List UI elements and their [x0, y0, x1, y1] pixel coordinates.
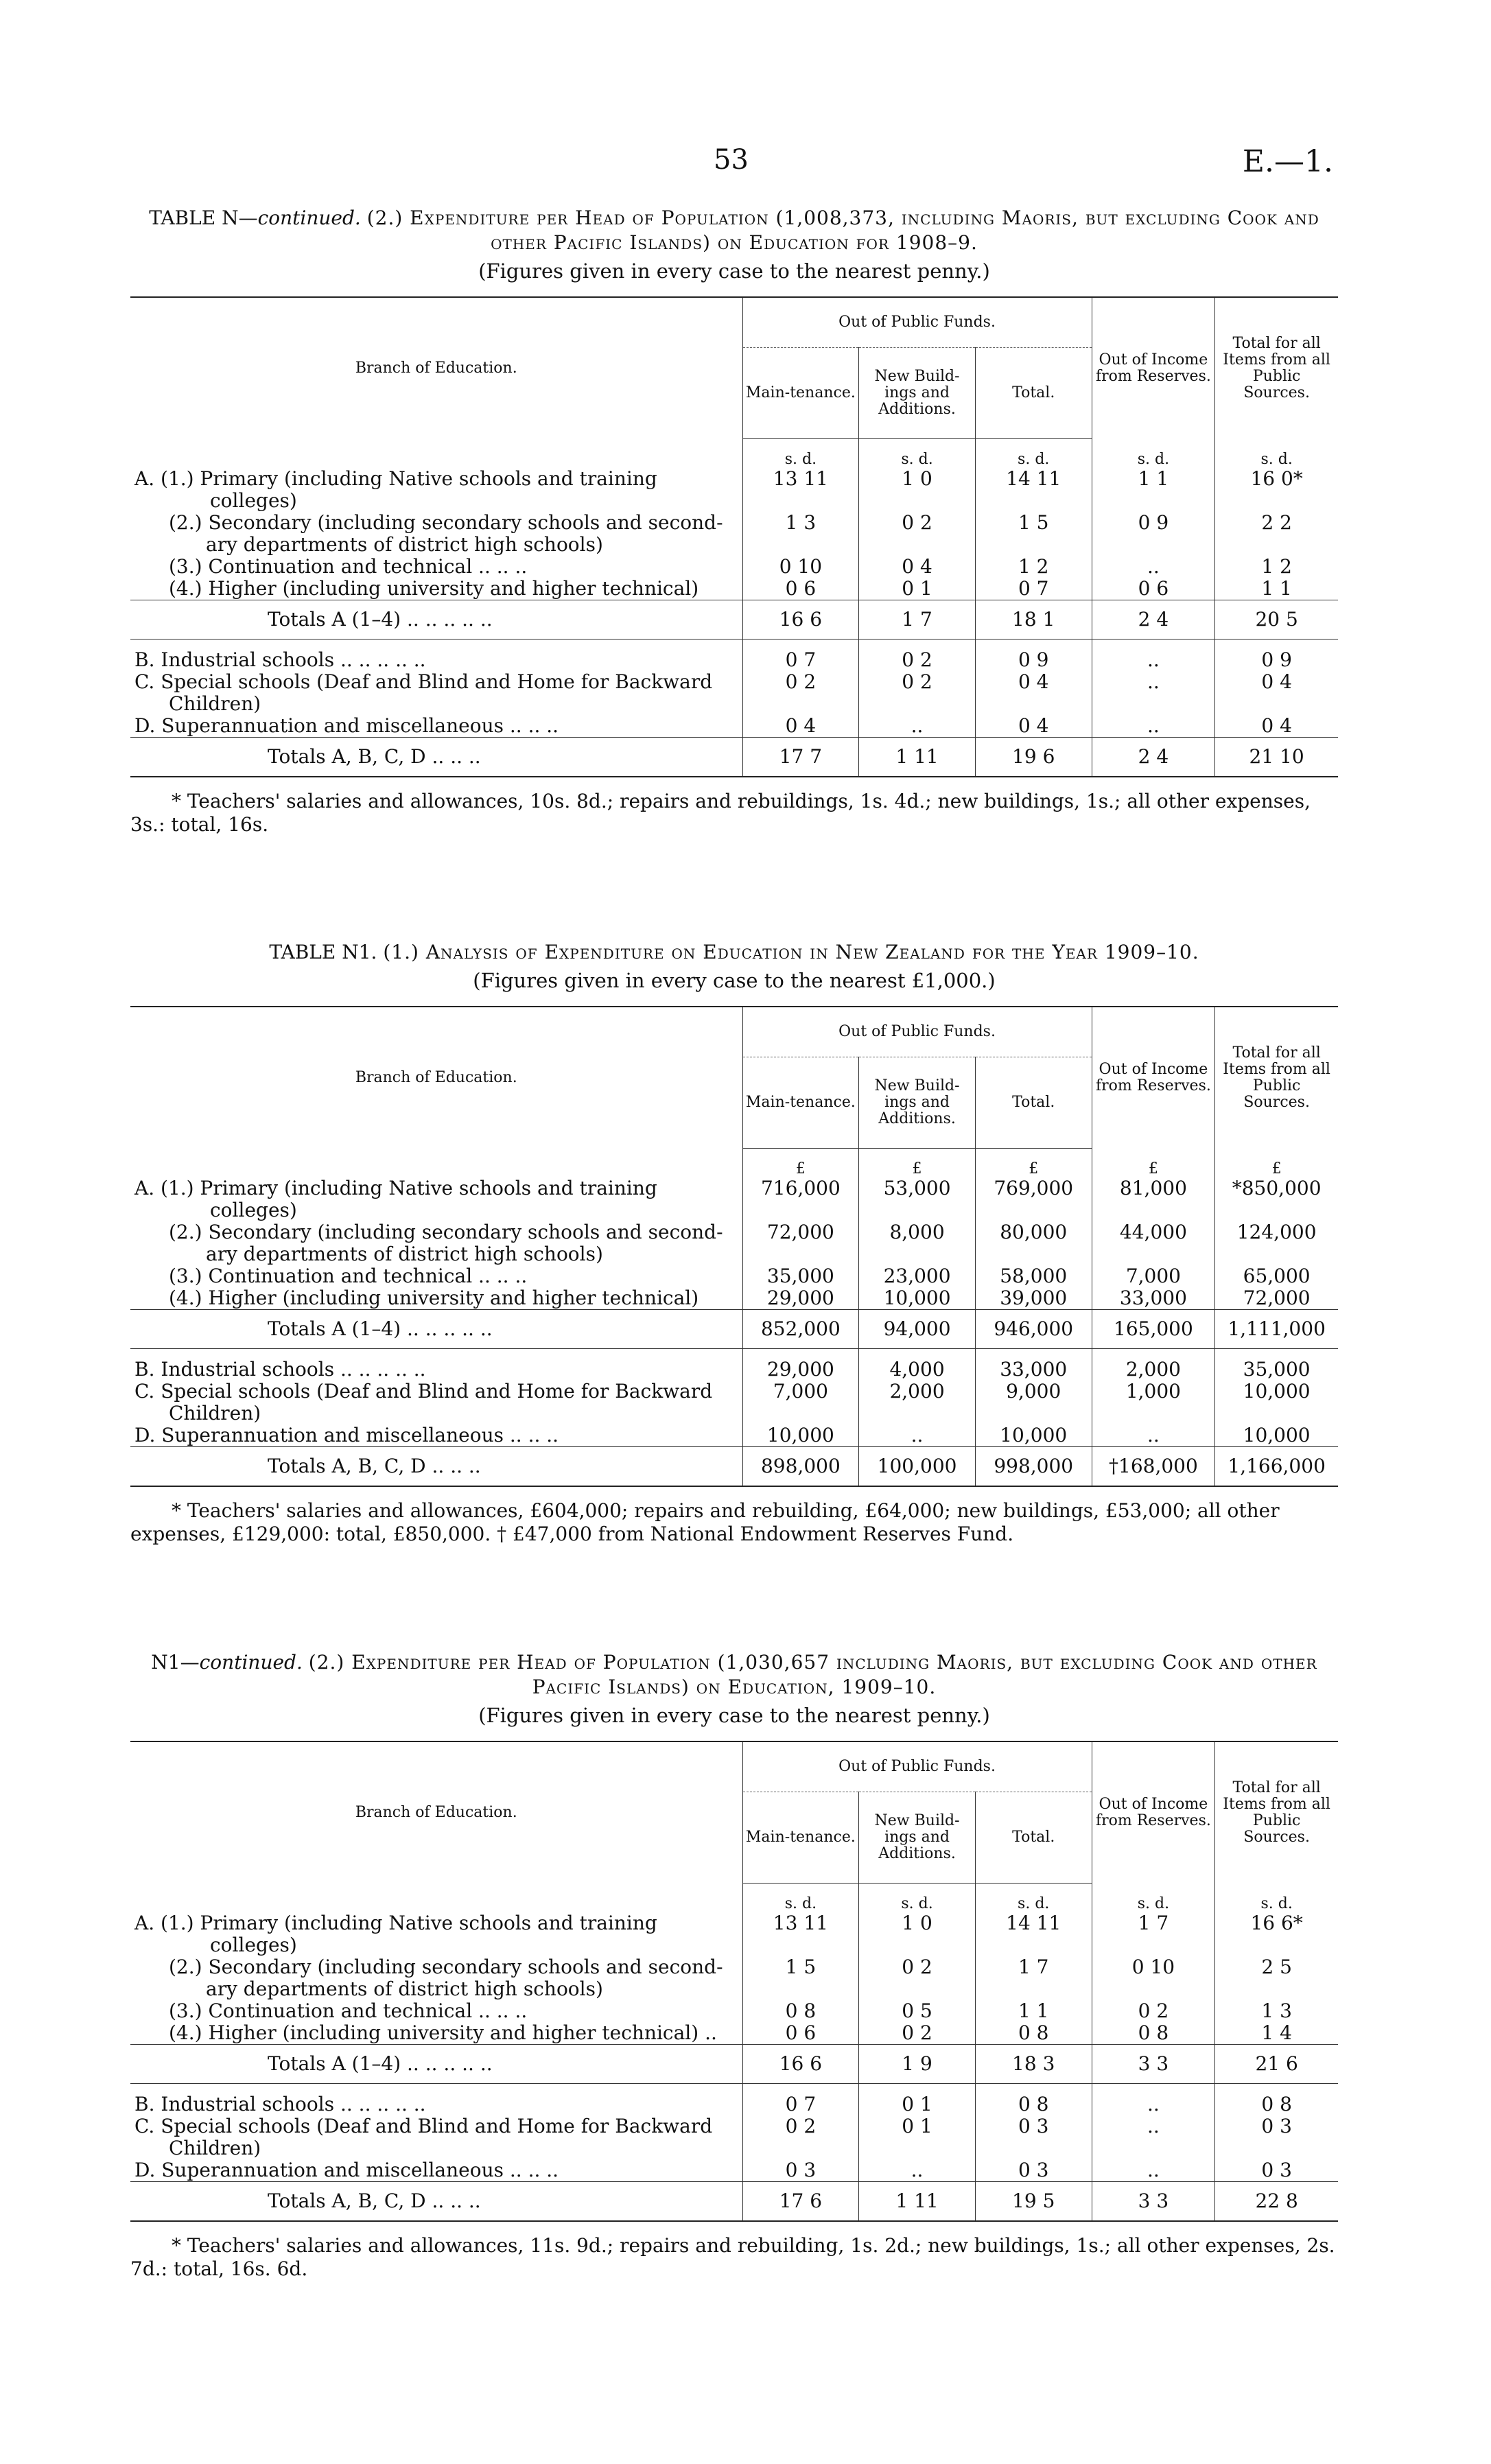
- cell-all-sources: 0 3: [1261, 2115, 1292, 2137]
- cell-new-buildings: 1 0: [859, 1912, 976, 1956]
- unit: s. d.: [975, 439, 1092, 469]
- cell-new-buildings: 0 2: [859, 671, 976, 715]
- cell-total: 0 8: [975, 2093, 1092, 2115]
- col-maintenance: Main-tenance.: [742, 1792, 859, 1884]
- cell-total: 0 7: [975, 578, 1092, 600]
- cell-maintenance: 35,000: [742, 1265, 859, 1287]
- cell-maintenance: 29,000: [742, 1287, 859, 1310]
- unit: s. d.: [1092, 439, 1215, 469]
- caption-title: (2.) Expenditure per Head of Population (1,030,657 including Maoris, but excluding Cook and other Pacific Islands) on Education, 1909–10.: [308, 1651, 1317, 1698]
- row-label: C. Special schools (Deaf and Blind and Home for Backward: [134, 670, 713, 693]
- table-subtitle: (Figures given in every case to the nearest penny.): [478, 1704, 990, 1727]
- row-label-cont: colleges): [210, 1934, 297, 1956]
- row-label-cont: Children): [169, 692, 261, 715]
- cell-maintenance: 0 8: [742, 2000, 859, 2022]
- cell-reserves: 3 3: [1092, 2045, 1215, 2084]
- cell-maintenance: 16 6: [742, 2045, 859, 2084]
- cell-maintenance: 13 11: [742, 468, 859, 512]
- cell-reserves: 0 8: [1092, 2022, 1215, 2045]
- cell-total: 0 4: [975, 671, 1092, 715]
- cell-new-buildings: 0 5: [859, 2000, 976, 2022]
- unit: £: [975, 1149, 1092, 1178]
- row-label: (3.) Continuation and technical .. .. ..: [169, 555, 528, 578]
- cell-reserves: 33,000: [1092, 1287, 1215, 1310]
- cell-new-buildings: 0 2: [859, 649, 976, 671]
- cell-total: 9,000: [975, 1381, 1092, 1424]
- caption-continued: continued.: [199, 1651, 303, 1674]
- cell-total: 18 3: [975, 2045, 1092, 2084]
- cell-new-buildings: 100,000: [859, 1447, 976, 1487]
- unit: £: [742, 1149, 859, 1178]
- row-label: D. Superannuation and miscellaneous .. .. ..: [134, 1424, 559, 1446]
- row-label-cont: ary departments of district high schools): [206, 1243, 603, 1265]
- row-label: (3.) Continuation and technical .. .. ..: [169, 1265, 528, 1287]
- row-label: (2.) Secondary (including secondary schools and second-: [169, 511, 723, 534]
- cell-new-buildings: 53,000: [859, 1177, 976, 1221]
- unit: £: [1271, 1160, 1282, 1177]
- cell-total: 1 1: [975, 2000, 1092, 2022]
- expenditure-table: [130, 1006, 1338, 1487]
- cell-maintenance: 0 4: [742, 715, 859, 738]
- cell-reserves: 0 6: [1092, 578, 1215, 600]
- table-row: [130, 2115, 1338, 2159]
- cell-maintenance: 29,000: [742, 1359, 859, 1381]
- cell-total: 18 1: [975, 600, 1092, 640]
- cell-all-sources: 22 8: [1215, 2182, 1338, 2222]
- row-label: D. Superannuation and miscellaneous .. .. ..: [134, 714, 559, 737]
- cell-maintenance: 0 7: [742, 649, 859, 671]
- col-reserves: Out of Income from Reserves.: [1092, 297, 1215, 439]
- col-branch: Branch of Education.: [130, 1007, 742, 1149]
- caption-title: (2.) Expenditure per Head of Population (1,008,373, including Maoris, but excluding Cook and other Pacific Islands) on Education for 1908–9.: [366, 207, 1319, 254]
- cell-total: 1 5: [975, 512, 1092, 556]
- cell-all-sources: 1,166,000: [1215, 1447, 1338, 1487]
- cell-total: 0 3: [975, 2159, 1092, 2182]
- totals-label: Totals A (1–4) .. .. .. .. ..: [130, 1310, 742, 1349]
- row-label: (4.) Higher (including university and higher technical): [169, 577, 699, 600]
- table-row: [130, 1287, 1338, 1310]
- units-row: [130, 1884, 1338, 1913]
- cell-total: 14 11: [975, 468, 1092, 512]
- row-label: A. (1.) Primary (including Native schools and training: [134, 467, 657, 490]
- cell-new-buildings: 8,000: [859, 1221, 976, 1265]
- col-total: Total.: [975, 348, 1092, 439]
- row-label: C. Special schools (Deaf and Blind and Home for Backward: [134, 2115, 713, 2137]
- col-all-sources: Total for all Items from all Public Sources.: [1223, 1044, 1330, 1111]
- cell-maintenance: 852,000: [742, 1310, 859, 1349]
- row-label: B. Industrial schools .. .. .. .. ..: [134, 2093, 426, 2115]
- cell-total: 19 6: [975, 738, 1092, 777]
- unit: s. d.: [975, 1884, 1092, 1913]
- cell-total: 1 7: [975, 1956, 1092, 2000]
- units-row: [130, 439, 1338, 469]
- unit: £: [1092, 1149, 1215, 1178]
- cell-new-buildings: ..: [859, 2159, 976, 2182]
- row-label: (4.) Higher (including university and higher technical) ..: [169, 2021, 717, 2044]
- row-label: (3.) Continuation and technical .. .. ..: [169, 1999, 528, 2022]
- cell-new-buildings: 1 0: [859, 468, 976, 512]
- cell-all-sources: 10,000: [1243, 1380, 1311, 1403]
- cell-reserves: 2 4: [1092, 600, 1215, 640]
- caption-continued: continued.: [257, 207, 361, 229]
- cell-reserves: 3 3: [1092, 2182, 1215, 2222]
- table-row: [130, 578, 1338, 600]
- caption-lead: TABLE N—: [149, 207, 258, 229]
- table-caption: [130, 1650, 1338, 1700]
- cell-reserves: 2,000: [1092, 1359, 1215, 1381]
- footnote: [130, 2234, 1338, 2281]
- caption-lead: TABLE N1.: [269, 941, 377, 963]
- cell-reserves: 44,000: [1092, 1221, 1215, 1265]
- cell-all-sources: *850,000: [1232, 1177, 1322, 1199]
- totals-label: Totals A (1–4) .. .. .. .. ..: [130, 2045, 742, 2084]
- cell-all-sources: 0 4: [1261, 670, 1292, 693]
- unit: s. d.: [859, 1884, 976, 1913]
- footnote: [130, 1499, 1338, 1546]
- table-row: [130, 1912, 1338, 1956]
- cell-new-buildings: 0 2: [859, 1956, 976, 2000]
- cell-reserves: ..: [1092, 2093, 1215, 2115]
- cell-maintenance: 0 3: [742, 2159, 859, 2182]
- cell-new-buildings: 4,000: [859, 1359, 976, 1381]
- cell-maintenance: 13 11: [742, 1912, 859, 1956]
- row-label-cont: Children): [169, 1402, 261, 1424]
- table-row: [130, 2022, 1338, 2045]
- cell-new-buildings: 0 1: [859, 2093, 976, 2115]
- cell-all-sources: 1,111,000: [1215, 1310, 1338, 1349]
- footnote-text: * Teachers' salaries and allowances, 11s. 9d.; repairs and rebuilding, 1s. 2d.; new buildings, 1s.; all other expenses, 2s. 7d.: total, 16s. 6d.: [130, 2234, 1335, 2280]
- col-total: Total.: [975, 1792, 1092, 1884]
- caption-lead: N1—: [151, 1651, 200, 1674]
- cell-total: 998,000: [975, 1447, 1092, 1487]
- table-n-continued-section: [130, 206, 1338, 836]
- row-label: C. Special schools (Deaf and Blind and Home for Backward: [134, 1380, 713, 1403]
- footnote: [130, 790, 1338, 836]
- grand-totals-row: [130, 738, 1338, 777]
- cell-reserves: ..: [1092, 2159, 1215, 2182]
- cell-total: 0 4: [975, 715, 1092, 738]
- cell-new-buildings: 0 1: [859, 2115, 976, 2159]
- cell-all-sources: 16 0*: [1250, 467, 1303, 490]
- cell-total: 1 2: [975, 556, 1092, 578]
- cell-all-sources: 10,000: [1243, 1424, 1311, 1446]
- table-row: [130, 556, 1338, 578]
- cell-maintenance: 10,000: [742, 1424, 859, 1447]
- cell-all-sources: 0 8: [1261, 2093, 1292, 2115]
- cell-maintenance: 0 2: [742, 2115, 859, 2159]
- cell-all-sources: 1 1: [1261, 577, 1292, 600]
- unit: s. d.: [859, 439, 976, 469]
- cell-total: 769,000: [975, 1177, 1092, 1221]
- table-caption: [130, 940, 1338, 965]
- table-row: [130, 1221, 1338, 1265]
- cell-maintenance: 7,000: [742, 1381, 859, 1424]
- cell-all-sources: 21 10: [1215, 738, 1338, 777]
- cell-maintenance: 0 7: [742, 2093, 859, 2115]
- cell-reserves: ..: [1092, 1424, 1215, 1447]
- cell-maintenance: 1 5: [742, 1956, 859, 2000]
- row-label: (2.) Secondary (including secondary schools and second-: [169, 1221, 723, 1243]
- table-row: [130, 1177, 1338, 1221]
- col-new-buildings: New Build-ings and Additions.: [859, 1057, 976, 1149]
- cell-new-buildings: 2,000: [859, 1381, 976, 1424]
- cell-all-sources: 1 2: [1261, 555, 1292, 578]
- table-row: [130, 715, 1338, 738]
- table-row: [130, 1265, 1338, 1287]
- cell-new-buildings: 94,000: [859, 1310, 976, 1349]
- grand-totals-row: [130, 2182, 1338, 2222]
- cell-total: 0 8: [975, 2022, 1092, 2045]
- cell-maintenance: 17 6: [742, 2182, 859, 2222]
- cell-new-buildings: 23,000: [859, 1265, 976, 1287]
- cell-reserves: 2 4: [1092, 738, 1215, 777]
- cell-new-buildings: ..: [859, 715, 976, 738]
- cell-reserves: 81,000: [1092, 1177, 1215, 1221]
- cell-all-sources: 124,000: [1236, 1221, 1317, 1243]
- row-label-cont: ary departments of district high schools): [206, 1978, 603, 2000]
- cell-total: 10,000: [975, 1424, 1092, 1447]
- col-branch: Branch of Education.: [130, 297, 742, 439]
- table-row: [130, 1424, 1338, 1447]
- cell-reserves: †168,000: [1092, 1447, 1215, 1487]
- cell-new-buildings: 1 11: [859, 2182, 976, 2222]
- table-row: [130, 2159, 1338, 2182]
- col-total: Total.: [975, 1057, 1092, 1149]
- cell-all-sources: 1 4: [1261, 2021, 1292, 2044]
- cell-all-sources: 1 3: [1261, 1999, 1292, 2022]
- row-label: B. Industrial schools .. .. .. .. ..: [134, 648, 426, 671]
- unit: s. d.: [742, 439, 859, 469]
- cell-new-buildings: 1 11: [859, 738, 976, 777]
- page-number: 53: [714, 144, 749, 176]
- table-n1-continued-section: [130, 1650, 1338, 2281]
- cell-reserves: 1,000: [1092, 1381, 1215, 1424]
- footnote-text: * Teachers' salaries and allowances, 10s. 8d.; repairs and rebuildings, 1s. 4d.; new buildings, 1s.; all other expenses, 3s.: total, 16s.: [130, 790, 1311, 836]
- col-branch: Branch of Education.: [130, 1741, 742, 1884]
- cell-all-sources: 16 6*: [1250, 1912, 1303, 1934]
- cell-new-buildings: 0 4: [859, 556, 976, 578]
- totals-row: [130, 1310, 1338, 1349]
- cell-new-buildings: 0 1: [859, 578, 976, 600]
- row-label: (2.) Secondary (including secondary schools and second-: [169, 1956, 723, 1978]
- cell-maintenance: 0 2: [742, 671, 859, 715]
- row-label-cont: colleges): [210, 1199, 297, 1221]
- col-reserves: Out of Income from Reserves.: [1092, 1741, 1215, 1884]
- row-label: A. (1.) Primary (including Native schools and training: [134, 1912, 657, 1934]
- cell-reserves: ..: [1092, 649, 1215, 671]
- col-new-buildings: New Build-ings and Additions.: [859, 1792, 976, 1884]
- footnote-text: * Teachers' salaries and allowances, £604,000; repairs and rebuilding, £64,000; new buildings, £53,000; all other expenses, £129,000: total, £850,000. † £47,000 from National Endowment Reserves Fund.: [130, 1499, 1280, 1545]
- totals-label: Totals A, B, C, D .. .. ..: [130, 1447, 742, 1487]
- cell-reserves: 7,000: [1092, 1265, 1215, 1287]
- col-group-public-funds: Out of Public Funds.: [742, 1741, 1092, 1792]
- cell-all-sources: 2 2: [1261, 511, 1292, 534]
- cell-maintenance: 0 6: [742, 578, 859, 600]
- cell-total: 58,000: [975, 1265, 1092, 1287]
- cell-new-buildings: 0 2: [859, 2022, 976, 2045]
- table-row: [130, 671, 1338, 715]
- table-row: [130, 2000, 1338, 2022]
- table-row: [130, 1956, 1338, 2000]
- cell-new-buildings: 1 9: [859, 2045, 976, 2084]
- cell-maintenance: 0 6: [742, 2022, 859, 2045]
- table-row: [130, 1381, 1338, 1424]
- cell-reserves: 0 2: [1092, 2000, 1215, 2022]
- totals-label: Totals A, B, C, D .. .. ..: [130, 2182, 742, 2222]
- cell-new-buildings: 1 7: [859, 600, 976, 640]
- table-subtitle: (Figures given in every case to the nearest £1,000.): [473, 969, 996, 992]
- cell-reserves: ..: [1092, 715, 1215, 738]
- cell-all-sources: 35,000: [1243, 1358, 1311, 1381]
- row-label: (4.) Higher (including university and higher technical): [169, 1287, 699, 1309]
- cell-all-sources: 21 6: [1215, 2045, 1338, 2084]
- col-reserves: Out of Income from Reserves.: [1092, 1007, 1215, 1149]
- cell-maintenance: 716,000: [742, 1177, 859, 1221]
- expenditure-table: [130, 296, 1338, 777]
- cell-maintenance: 17 7: [742, 738, 859, 777]
- cell-reserves: ..: [1092, 2115, 1215, 2159]
- row-label-cont: ary departments of district high schools): [206, 533, 603, 556]
- cell-reserves: 0 9: [1092, 512, 1215, 556]
- table-row: [130, 512, 1338, 556]
- cell-all-sources: 0 4: [1261, 714, 1292, 737]
- table-row: [130, 2093, 1338, 2115]
- cell-new-buildings: ..: [859, 1424, 976, 1447]
- table-row: [130, 468, 1338, 512]
- cell-total: 0 9: [975, 649, 1092, 671]
- unit: s. d.: [1260, 450, 1293, 468]
- cell-all-sources: 72,000: [1243, 1287, 1311, 1309]
- unit: s. d.: [1260, 1894, 1293, 1912]
- cell-total: 80,000: [975, 1221, 1092, 1265]
- row-label: B. Industrial schools .. .. .. .. ..: [134, 1358, 426, 1381]
- cell-reserves: 1 1: [1092, 468, 1215, 512]
- totals-label: Totals A, B, C, D .. .. ..: [130, 738, 742, 777]
- col-group-public-funds: Out of Public Funds.: [742, 1007, 1092, 1057]
- document-code: E.—1.: [1242, 144, 1333, 179]
- cell-all-sources: 2 5: [1261, 1956, 1292, 1978]
- totals-label: Totals A (1–4) .. .. .. .. ..: [130, 600, 742, 640]
- table-row: [130, 1359, 1338, 1381]
- table-n1-section: [130, 940, 1338, 1546]
- row-label-cont: colleges): [210, 489, 297, 512]
- cell-reserves: 1 7: [1092, 1912, 1215, 1956]
- cell-maintenance: 72,000: [742, 1221, 859, 1265]
- cell-reserves: ..: [1092, 671, 1215, 715]
- cell-total: 19 5: [975, 2182, 1092, 2222]
- expenditure-table: [130, 1741, 1338, 2222]
- caption-title: (1.) Analysis of Expenditure on Education in New Zealand for the Year 1909–10.: [383, 941, 1199, 963]
- cell-reserves: 0 10: [1092, 1956, 1215, 2000]
- row-label-cont: Children): [169, 2137, 261, 2159]
- totals-row: [130, 600, 1338, 640]
- cell-all-sources: 20 5: [1215, 600, 1338, 640]
- col-all-sources: Total for all Items from all Public Sources.: [1223, 1779, 1330, 1846]
- col-maintenance: Main-tenance.: [742, 348, 859, 439]
- cell-reserves: ..: [1092, 556, 1215, 578]
- cell-reserves: 165,000: [1092, 1310, 1215, 1349]
- cell-total: 14 11: [975, 1912, 1092, 1956]
- cell-all-sources: 65,000: [1243, 1265, 1311, 1287]
- unit: s. d.: [1092, 1884, 1215, 1913]
- col-maintenance: Main-tenance.: [742, 1057, 859, 1149]
- row-label: A. (1.) Primary (including Native schools and training: [134, 1177, 657, 1199]
- cell-new-buildings: 10,000: [859, 1287, 976, 1310]
- table-row: [130, 649, 1338, 671]
- col-new-buildings: New Build-ings and Additions.: [859, 348, 976, 439]
- cell-new-buildings: 0 2: [859, 512, 976, 556]
- totals-row: [130, 2045, 1338, 2084]
- unit: £: [859, 1149, 976, 1178]
- units-row: [130, 1149, 1338, 1178]
- cell-total: 39,000: [975, 1287, 1092, 1310]
- table-subtitle: (Figures given in every case to the nearest penny.): [478, 259, 990, 283]
- grand-totals-row: [130, 1447, 1338, 1487]
- cell-all-sources: 0 3: [1261, 2159, 1292, 2181]
- cell-total: 0 3: [975, 2115, 1092, 2159]
- col-all-sources: Total for all Items from all Public Sources.: [1223, 334, 1330, 401]
- row-label: D. Superannuation and miscellaneous .. .. ..: [134, 2159, 559, 2181]
- cell-maintenance: 1 3: [742, 512, 859, 556]
- unit: s. d.: [742, 1884, 859, 1913]
- cell-total: 946,000: [975, 1310, 1092, 1349]
- cell-all-sources: 0 9: [1261, 648, 1292, 671]
- cell-maintenance: 16 6: [742, 600, 859, 640]
- cell-maintenance: 898,000: [742, 1447, 859, 1487]
- cell-total: 33,000: [975, 1359, 1092, 1381]
- table-caption: [130, 206, 1338, 255]
- col-group-public-funds: Out of Public Funds.: [742, 297, 1092, 348]
- cell-maintenance: 0 10: [742, 556, 859, 578]
